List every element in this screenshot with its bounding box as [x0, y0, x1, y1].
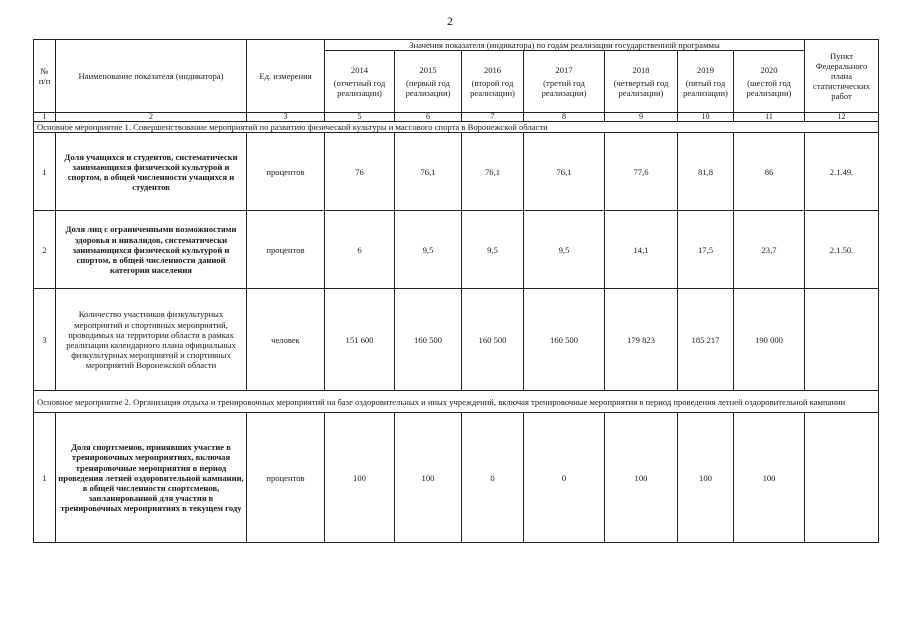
year-value-cell: 100	[678, 413, 734, 543]
column-number: 3	[247, 113, 325, 122]
header-unit: Ед. измерения	[247, 40, 325, 113]
year-value-cell: 9,5	[524, 211, 605, 289]
column-number: 11	[734, 113, 805, 122]
year-value-cell: 17,5	[678, 211, 734, 289]
table-row	[34, 413, 879, 543]
unit-cell: процентов	[247, 133, 325, 211]
year-value-cell: 76,1	[524, 133, 605, 211]
header-year	[462, 51, 524, 113]
unit-cell: человек	[247, 289, 325, 391]
header-year-number: 2020	[760, 65, 778, 76]
column-number: 6	[395, 113, 462, 122]
header-year-label: (отчетный год реализации)	[333, 77, 386, 98]
year-value-cell: 160 500	[395, 289, 462, 391]
year-value-cell: 0	[462, 413, 524, 543]
page-number: 2	[447, 14, 453, 28]
year-value-cell: 81,8	[678, 133, 734, 211]
table-row	[34, 289, 879, 391]
header-year-number: 2014	[350, 65, 369, 76]
year-value-cell: 185 217	[678, 289, 734, 391]
year-value-cell: 77,6	[605, 133, 678, 211]
row-number: 3	[34, 289, 56, 391]
table-body	[34, 40, 879, 543]
header-year	[524, 51, 605, 113]
column-number: 7	[462, 113, 524, 122]
year-value-cell: 100	[734, 413, 805, 543]
header-year-number: 2015	[419, 65, 437, 76]
table-row	[34, 133, 879, 211]
row-number: 1	[34, 133, 56, 211]
year-value-cell: 6	[325, 211, 395, 289]
column-number: 2	[56, 113, 247, 122]
row-number: 1	[34, 413, 56, 543]
header-year	[734, 51, 805, 113]
year-value-cell: 9,5	[462, 211, 524, 289]
header-year-group: Значения показателя (индикатора) по годам реализации государственной программы	[325, 40, 805, 51]
unit-cell: процентов	[247, 413, 325, 543]
year-value-cell: 0	[524, 413, 605, 543]
year-value-cell: 76,1	[395, 133, 462, 211]
federal-plan-cell	[805, 413, 879, 543]
section-row	[34, 391, 879, 413]
federal-plan-cell: 2.1.49.	[805, 133, 879, 211]
year-value-cell: 179 823	[605, 289, 678, 391]
header-year-label: (шестой год реализации)	[746, 77, 792, 98]
header-federal: Пункт Федерального плана статистических работ	[805, 40, 879, 113]
header-year	[678, 51, 734, 113]
header-year-label: (второй год реализации)	[470, 77, 515, 98]
section-title: Основное мероприятие 2. Организация отдыха и тренировочных мероприятий на базе оздоровительных и иных учреждений, включая тренировочные мероприятия в период проведения летней оздоровительной кампании	[34, 391, 879, 413]
header-year-label: (третий год реализации)	[541, 77, 587, 98]
indicator-name: Доля учащихся и студентов, систематически занимающихся физической культурой и спортом, в общей численности учащихся и студентов	[56, 133, 247, 211]
header-year	[325, 51, 395, 113]
column-number: 8	[524, 113, 605, 122]
year-value-cell: 9,5	[395, 211, 462, 289]
column-number: 12	[805, 113, 879, 122]
row-number: 2	[34, 211, 56, 289]
header-year-number: 2018	[632, 65, 650, 76]
year-value-cell: 100	[605, 413, 678, 543]
section-row	[34, 122, 879, 133]
year-value-cell: 151 600	[325, 289, 395, 391]
header-num: № п/п	[34, 40, 56, 113]
year-value-cell: 100	[395, 413, 462, 543]
year-value-cell: 86	[734, 133, 805, 211]
federal-plan-cell: 2.1.50.	[805, 211, 879, 289]
indicator-name: Количество участников физкультурных мероприятий и спортивных мероприятий, проводимых на территории области в рамках реализации календарного плана официальных физкультурных мероприятий и спортивных мероприятий Воронежской области	[56, 289, 247, 391]
header-year-label: (первый год реализации)	[405, 77, 451, 98]
header-year-label: (пятый год реализации)	[683, 77, 728, 98]
section-title: Основное мероприятие 1. Совершенствование мероприятий по развитию физической культуры и массового спорта в Воронежской области	[34, 122, 879, 133]
header-year-number: 2017	[555, 65, 573, 76]
year-value-cell: 76	[325, 133, 395, 211]
column-number: 1	[34, 113, 56, 122]
year-value-cell: 76,1	[462, 133, 524, 211]
header-year-label: (четвертый год реализации)	[613, 77, 669, 98]
column-number: 10	[678, 113, 734, 122]
indicator-table	[33, 39, 879, 543]
year-value-cell: 100	[325, 413, 395, 543]
header-year-number: 2016	[483, 65, 502, 76]
header-name: Наименование показателя (индикатора)	[56, 40, 247, 113]
year-value-cell: 190 000	[734, 289, 805, 391]
federal-plan-cell	[805, 289, 879, 391]
header-year	[605, 51, 678, 113]
table-row	[34, 211, 879, 289]
header-year-number: 2019	[696, 65, 715, 76]
header-year	[395, 51, 462, 113]
indicator-name: Доля спортсменов, принявших участие в тренировочных мероприятиях, включая тренировочные мероприятия в период проведения летней оздоровительной кампании, в общей численности спортсменов, запланированной для участия в тренировочных мероприятиях в текущем году	[56, 413, 247, 543]
column-number: 5	[325, 113, 395, 122]
year-value-cell: 23,7	[734, 211, 805, 289]
year-value-cell: 160 500	[462, 289, 524, 391]
column-number: 9	[605, 113, 678, 122]
indicator-name: Доля лиц с ограниченными возможностями здоровья и инвалидов, систематически занимающихся физической культурой и спортом, в общей численности данной категории населения	[56, 211, 247, 289]
year-value-cell: 14,1	[605, 211, 678, 289]
year-value-cell: 160 500	[524, 289, 605, 391]
unit-cell: процентов	[247, 211, 325, 289]
